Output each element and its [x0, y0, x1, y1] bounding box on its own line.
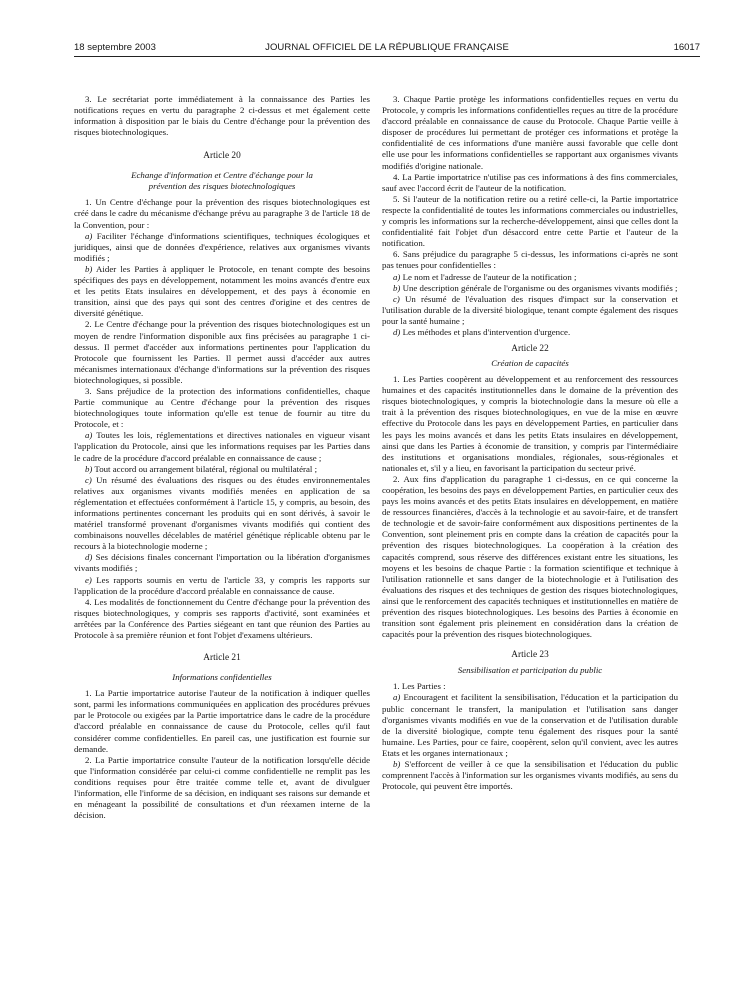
item-text: Aider les Parties à appliquer le Protocole, en tenant compte des besoins spécifiques des pays en développement, notamment les moins avancés d'entre eux et les petits Etats insulaires en développement, et des pays à économie en transition, ainsi que des pays qui sont des centres d'origine et des centres de diversité génétique.	[74, 263, 370, 319]
item-text: S'efforcent de veiller à ce que la sensibilisation et l'éducation du public comprennent l'accès à l'information sur les organismes vivants modifiés, au sens du Protocole, qui peuvent être importés.	[382, 758, 678, 792]
item-text: Ses décisions finales concernant l'importation ou la libération d'organismes vivants modifiés ;	[74, 552, 370, 574]
article-23-heading: Article 23	[511, 650, 549, 661]
list-item	[74, 552, 370, 574]
header-journal-title: JOURNAL OFFICIEL DE LA RÉPUBLIQUE FRANÇAISE	[265, 42, 509, 53]
left-column	[74, 94, 370, 821]
paragraph: 1. Les Parties coopèrent au développement et au renforcement des ressources humaines et des capacités institutionnelles dans le domaine de la prévention des risques biotechnologiques, y compris la biotechnologie dans la mesure où elle a trait à la prévention des risques biotechnologiques, en vue de la mise en œuvre effective du Protocole dans les pays en développement Parties, en particulier dans les pays les moins avancés et dans les petits Etats insulaires en développement, ainsi que dans les Parties à économie de transition, y compris par l'intermédiaire des institutions et organisations mondiales, régionales, sous-régionales et nationales et, s'il y a lieu, en favorisant la participation du secteur privé.	[382, 374, 678, 473]
paragraph: 2. Le Centre d'échange pour la prévention des risques biotechnologiques est un moyen de rendre l'information disponible aux fins précisées au paragraphe 1 ci-dessus. Il permet d'accéder aux informations pertinentes pour l'application du Protocole que fournissent les Parties. Il permet aussi d'accéder aux autres mécanismes internationaux d'échange d'informations sur la prévention des risques biotechnologiques, si possible.	[74, 319, 370, 385]
item-letter: d)	[393, 326, 401, 337]
article-23-subtitle: Sensibilisation et participation du public	[457, 665, 603, 676]
list-item	[74, 575, 370, 597]
list-item	[382, 327, 678, 338]
item-letter: a)	[393, 692, 401, 703]
paragraph: 3. Sans préjudice de la protection des informations confidentielles, chaque Partie communique au Centre d'échange pour la prévention des risques biotechnologiques toute information qu'elle est tenue de fournir au titre du Protocole, et :	[74, 385, 370, 430]
item-text: Toutes les lois, réglementations et directives nationales en vigueur visant l'application du Protocole, ainsi que les informations requises par les Parties dans le cadre de la procédure d'accord préalable en connaissance de cause ;	[74, 430, 370, 463]
item-text: Les méthodes et plans d'intervention d'urgence.	[400, 326, 571, 337]
article-22-heading: Article 22	[511, 344, 549, 355]
item-letter: a)	[85, 230, 93, 241]
item-text: Les rapports soumis en vertu de l'article 33, y compris les rapports sur l'application de la procédure d'accord préalable en connaissance de cause.	[74, 574, 370, 596]
header-page-number: 16017	[673, 42, 700, 53]
article-22-subtitle: Création de capacités	[491, 358, 569, 369]
running-header	[74, 42, 700, 57]
item-text: Le nom et l'adresse de l'auteur de la notification ;	[400, 271, 577, 282]
list-item	[382, 272, 678, 283]
item-letter: e)	[85, 574, 92, 585]
list-item	[382, 759, 678, 792]
item-letter: a)	[85, 430, 93, 441]
list-item	[382, 294, 678, 327]
paragraph: 1. La Partie importatrice autorise l'auteur de la notification à indiquer quelles sont, parmi les informations communiquées en application des procédures prévues par le Protocole ou exigées par la Partie importatrice dans le cadre de la procédure d'accord préalable en connaissance de cause du Protocole, celles qu'il faut considérer comme confidentielles. En pareil cas, une justification est fournie sur demande.	[74, 688, 370, 754]
item-text: Un résumé de l'évaluation des risques d'impact sur la conservation et l'utilisation durable de la diversité biologique, tenant compte également des risques pour la santé humaine ;	[382, 293, 678, 326]
list-item	[74, 475, 370, 553]
right-column	[382, 94, 678, 792]
item-letter: d)	[85, 552, 93, 563]
list-item	[74, 464, 370, 475]
paragraph: 5. Si l'auteur de la notification retire ou a retiré celle-ci, la Partie importatrice respecte la confidentialité de toutes les informations commerciales ou industrielles, y compris les informations sur la recherche-développement, ainsi que celles dont la confidentialité fait l'objet d'un désaccord entre cette Partie et l'auteur de la notification.	[382, 193, 678, 249]
paragraph: 4. La Partie importatrice n'utilise pas ces informations à des fins commerciales, sauf avec l'accord écrit de l'auteur de la notification.	[382, 171, 678, 193]
article-20-subtitle: Echange d'information et Centre d'échange pour la prévention des risques biotechnologiques	[131, 170, 313, 192]
paragraph: 1. Un Centre d'échange pour la prévention des risques biotechnologiques est créé dans le cadre du mécanisme d'échange prévu au paragraphe 3 de l'article 18 de la Convention, pour :	[74, 197, 370, 230]
list-item	[382, 283, 678, 294]
paragraph: 4. Les modalités de fonctionnement du Centre d'échange pour la prévention des risques biotechnologiques, y compris ses rapports d'activité, sont examinées et arrêtées par la Conférence des Parties siégeant en tant que réunion des Parties au Protocole à sa première réunion et font l'objet d'examens ultérieurs.	[74, 596, 370, 641]
item-text: Faciliter l'échange d'informations scientifiques, techniques écologiques et juridiques, ainsi que de données d'expérience, relatives aux organismes vivants modifiés ;	[74, 230, 370, 263]
article-21-subtitle: Informations confidentielles	[172, 672, 272, 683]
item-text: Encouragent et facilitent la sensibilisation, l'éducation et la participation du public concernant le transfert, la manipulation et l'utilisation sans danger d'organismes vivants modifiés en vue de la conservation et de l'utilisation durable de la diversité biologique, compte tenu également des risques pour la santé humaine. Les Parties, pour ce faire, coopèrent, selon qu'il convient, avec les autres Etats et les organes internationaux ;	[382, 692, 678, 758]
paragraph: 1. Les Parties :	[393, 681, 446, 692]
item-letter: c)	[85, 474, 92, 485]
item-text: Tout accord ou arrangement bilatéral, régional ou multilatéral ;	[92, 463, 318, 474]
item-letter: a)	[393, 271, 401, 282]
item-letter: c)	[393, 293, 400, 304]
item-text: Un résumé des évaluations des risques ou des études environnementales relatives aux organismes vivants modifiés menées en application de sa réglementation et effectuées conformément à l'article 15, y compris, au besoin, des informations pertinentes concernant les produits qui en sont dérivés, à savoir le matériel transformé provenant d'organismes vivants modifiés qui contient des combinaisons nouvelles décelables de matériel génétique réplicable obtenu par le recours à la biotechnologie moderne ;	[74, 474, 370, 552]
list-item	[74, 264, 370, 319]
article-21-heading: Article 21	[203, 653, 241, 664]
list-item	[74, 231, 370, 264]
item-letter: b)	[393, 282, 401, 293]
paragraph: 6. Sans préjudice du paragraphe 5 ci-dessus, les informations ci-après ne sont pas tenues pour confidentielles :	[382, 249, 678, 271]
item-letter: b)	[85, 263, 93, 274]
item-text: Une description générale de l'organisme ou des organismes vivants modifiés ;	[400, 282, 678, 293]
list-item	[74, 430, 370, 463]
paragraph: 3. Le secrétariat porte immédiatement à la connaissance des Parties les notifications reçues en vertu du paragraphe 2 ci-dessus et met également cette information à disposition par le biais du Centre d'échange pour la prévention des risques biotechnologiques.	[74, 94, 370, 138]
paragraph: 2. Aux fins d'application du paragraphe 1 ci-dessus, en ce qui concerne la coopération, les besoins des pays en développement Parties, en particulier ceux des pays les moins avancés et des petits Etats insulaires en développement, en matière de ressources financières, d'accès à la technologie et au savoir-faire, et de transfert de technologie et de savoir-faire conformément aux dispositions pertinentes de la Convention, sont pleinement pris en compte dans la création de capacités pour la prévention des risques biotechnologiques. La coopération à la création des capacités comprend, sous réserve des différences existant entre les situations, les moyens et les besoins de chaque Partie : la formation scientifique et technique à l'utilisation rationnelle et sans danger de la biotechnologie et à l'utilisation des évaluations des risques et des techniques de gestion des risques biotechnologiques, ainsi que le renforcement des capacités techniques et institutionnelles en matière de prévention des risques biotechnologiques. Les besoins des Parties à économie en transition sont également pris pleinement en considération dans la création de capacités pour la prévention des risques biotechnologiques.	[382, 473, 678, 640]
article-20-heading: Article 20	[203, 151, 241, 162]
paragraph: 3. Chaque Partie protège les informations confidentielles reçues en vertu du Protocole, y compris les informations confidentielles reçues au titre de la procédure d'accord préalable en connaissance de cause du Protocole. Chaque Partie veille à disposer de procédures lui permettant de protéger ces informations et protège la confidentialité de ces informations d'une manière aussi favorable que celle dont elle use pour les informations confidentielles se rapportant aux organismes vivants modifiés d'origine nationale.	[382, 94, 678, 171]
item-letter: b)	[393, 758, 401, 769]
paragraph: 2. La Partie importatrice consulte l'auteur de la notification lorsqu'elle décide que l'information considérée par celui-ci comme confidentielle ne remplit pas les conditions requises pour être traitée comme telle et, avant de divulguer l'information, elle l'informe de sa décision, en indiquant ses raisons sur demande et en ménageant la possibilité de consultations et d'un réexamen interne de la décision.	[74, 754, 370, 821]
item-letter: b)	[85, 463, 93, 474]
header-date: 18 septembre 2003	[74, 42, 156, 53]
list-item	[382, 692, 678, 759]
